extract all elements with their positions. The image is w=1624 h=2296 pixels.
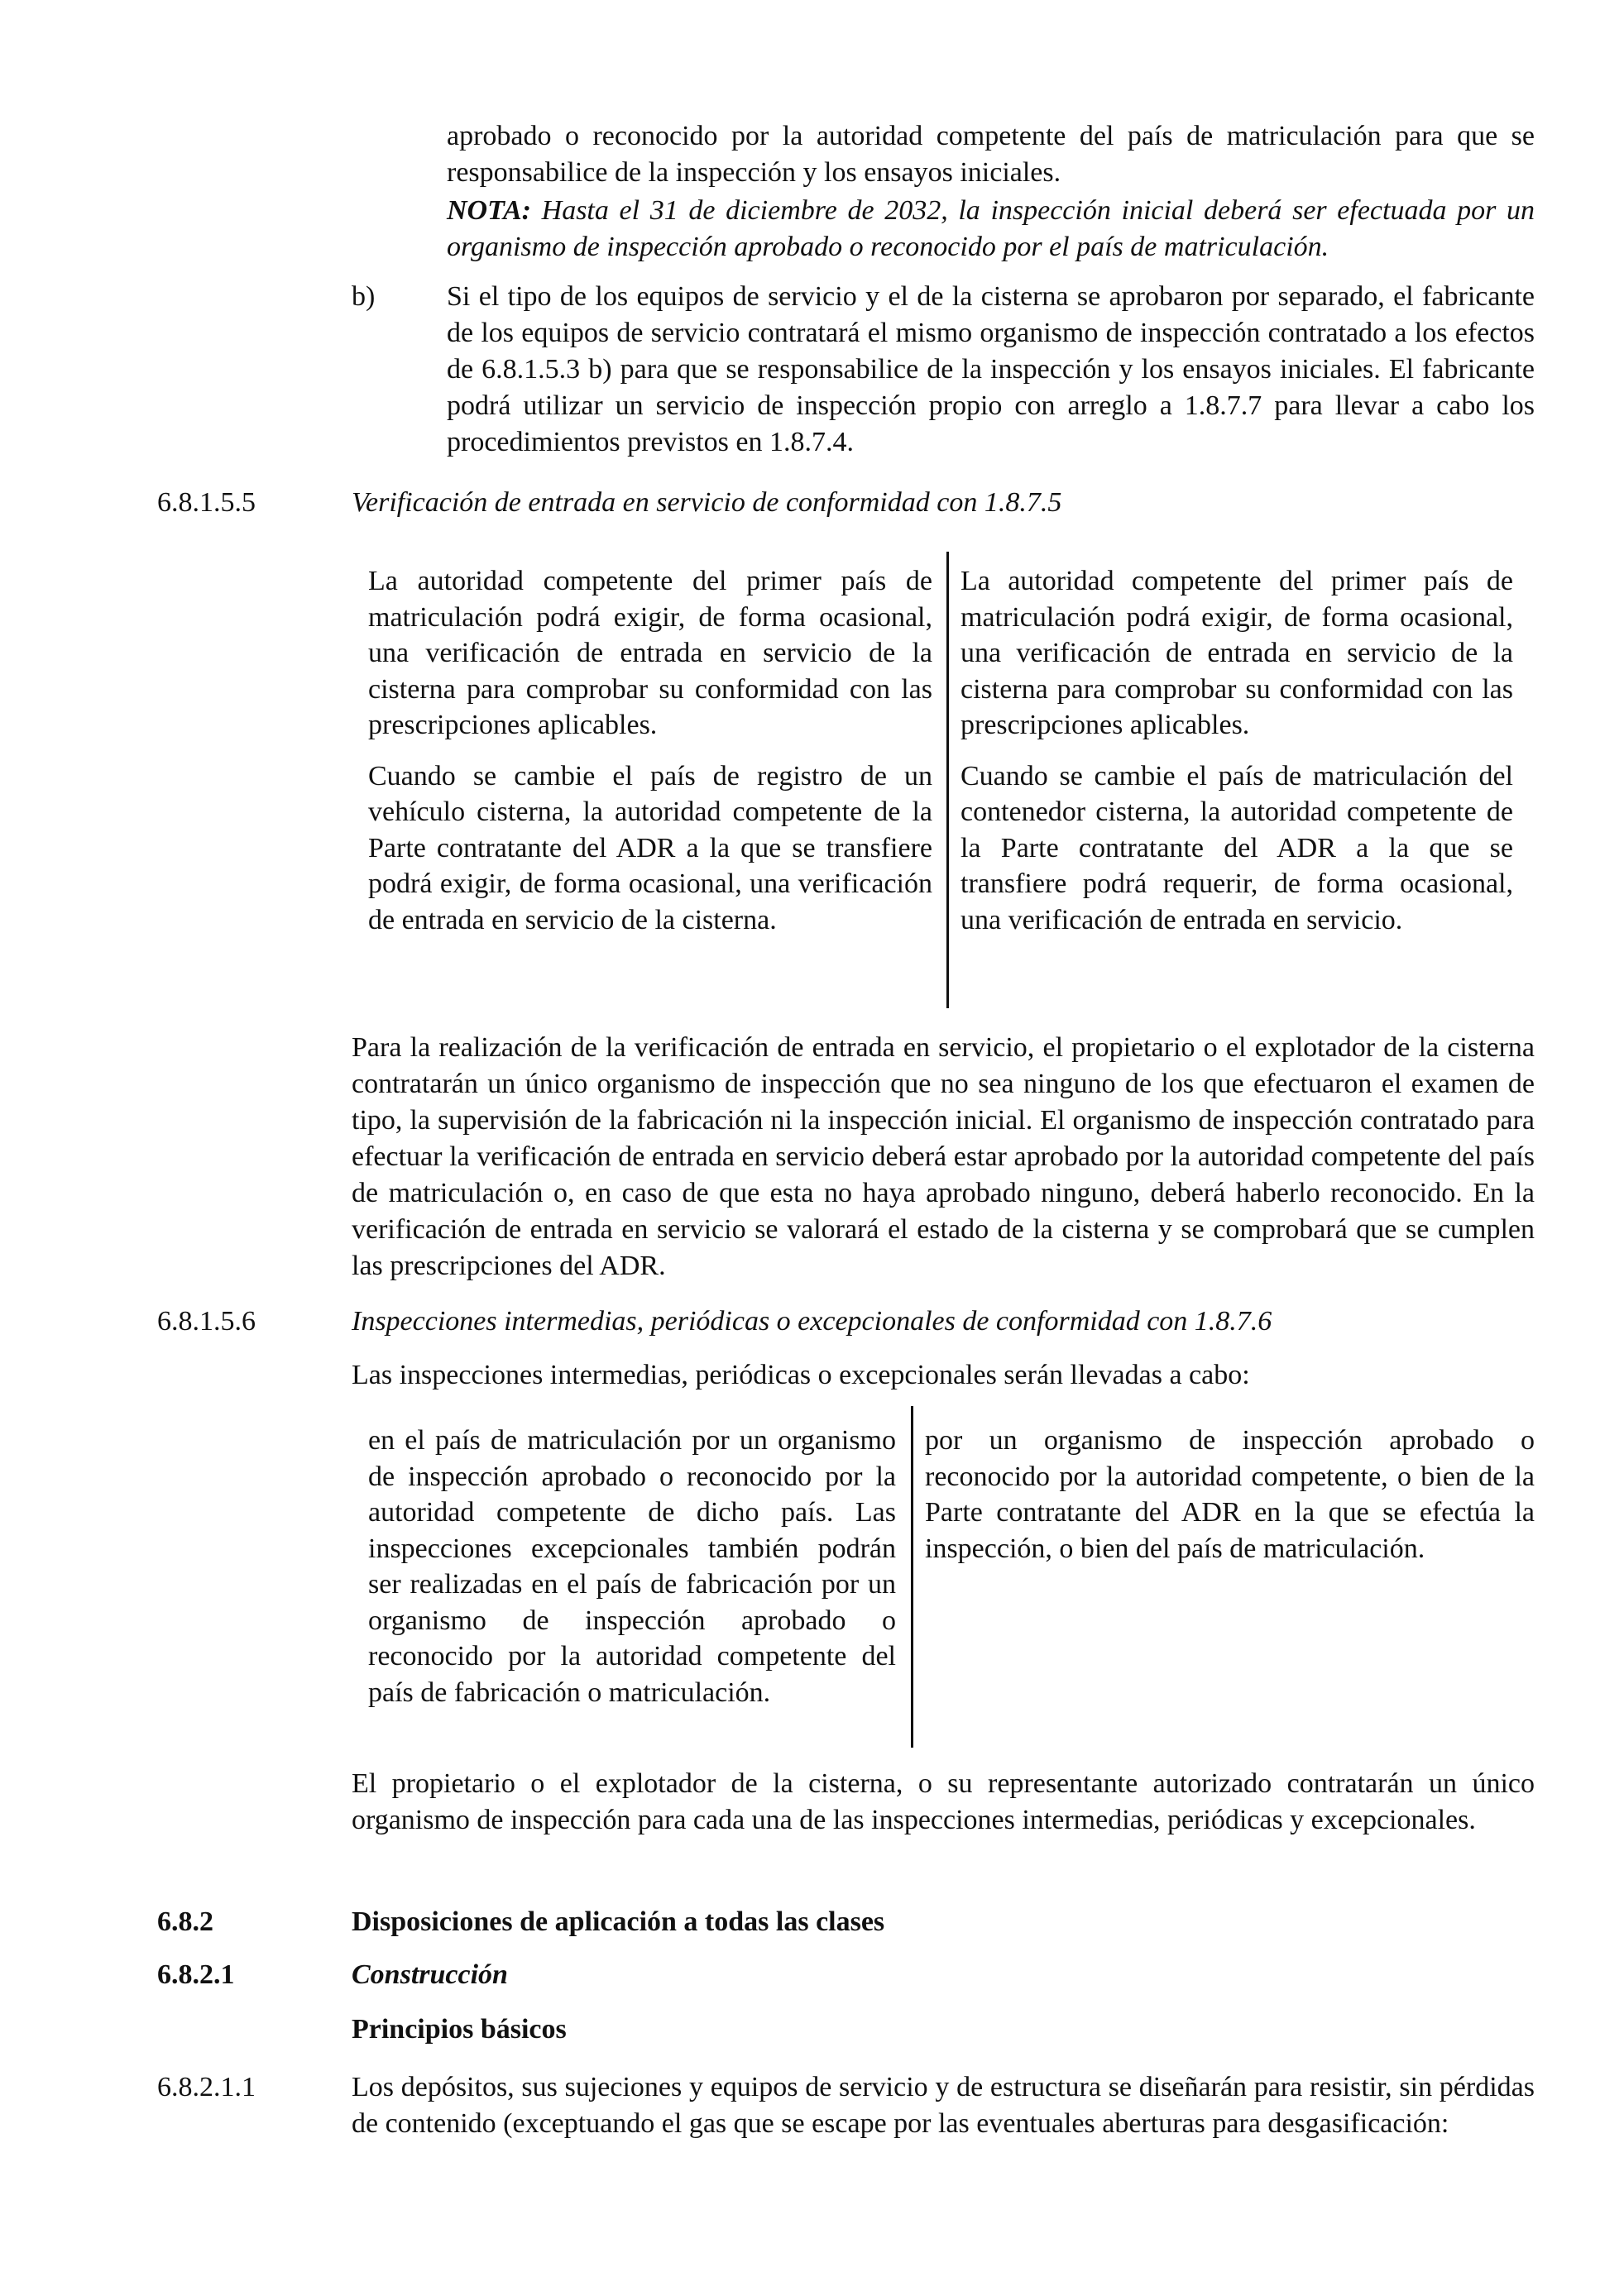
note-paragraph <box>447 193 1535 265</box>
item-b-text: Si el tipo de los equipos de servicio y el de la cisterna se aprobaron por separado, el fabricante de los equipos de servicio contratará el mismo organismo de inspección contratado a los efectos de 6.8.1.5.3 b) para que se responsabilice de la inspección y los ensayos iniciales. El fabricante podrá utilizar un servicio de inspección propio con arreglo a 1.8.7.7 para llevar a cabo los procedimientos previstos en 1.8.7.4. <box>447 281 1535 457</box>
left-column-6.8.1.5.5 <box>368 563 932 938</box>
intro-6.8.1.5.6: Las inspecciones intermedias, periódicas o excepcionales serán llevadas a cabo: <box>352 1360 1250 1390</box>
section-title-6.8.1.5.6: Inspecciones intermedias, periódicas o excepcionales de conformidad con 1.8.7.6 <box>352 1306 1272 1337</box>
column-divider <box>911 1406 913 1748</box>
right-column-6.8.1.5.6 <box>925 1423 1535 1567</box>
section-number-6.8.2.1.1: 6.8.2.1.1 <box>157 2072 256 2102</box>
paragraph-6.8.2.1.1: Los depósitos, sus sujeciones y equipos de servicio y de estructura se diseñarán para resistir, sin pérdidas de contenido (exceptuando el gas que se escape por las eventuales aberturas para desgasificación: <box>352 2072 1535 2139</box>
subheading-principios-basicos: Principios básicos <box>352 2014 567 2045</box>
left-column-6.8.1.5.6 <box>368 1423 896 1710</box>
section-title-6.8.1.5.5: Verificación de entrada en servicio de conformidad con 1.8.7.5 <box>352 487 1062 518</box>
column-divider <box>946 552 949 1008</box>
note-label: NOTA: <box>447 195 531 226</box>
right-col-paragraph: La autoridad competente del primer país de matriculación podrá exigir, de forma ocasional, una verificación de entrada en servicio de la cisterna para comprobar su conformidad con las prescripciones aplicables. <box>961 566 1513 740</box>
right-col-paragraph: por un organismo de inspección aprobado o reconocido por la autoridad competente, o bien de la Parte contratante del ADR en la que se efectúa la inspección, o bien del país de matriculación. <box>925 1425 1535 1564</box>
item-b-label: b) <box>352 281 376 312</box>
left-col-paragraph: en el país de matriculación por un organismo de inspección aprobado o reconocido por la autoridad competente de dicho país. Las inspecciones excepcionales también podrán ser realizadas en el país de fabricación por un organismo de inspección aprobado o reconocido por la autoridad competente del país de fabricación o matriculación. <box>368 1425 896 1708</box>
section-number-6.8.2: 6.8.2 <box>157 1906 213 1937</box>
section-number-6.8.1.5.5: 6.8.1.5.5 <box>157 487 256 518</box>
section-number-6.8.2.1: 6.8.2.1 <box>157 1959 235 1990</box>
section-title-6.8.2.1: Construcción <box>352 1959 508 1990</box>
paragraph-6.8.1.5.6: El propietario o el explotador de la cisterna, o su representante autorizado contratarán un único organismo de inspección para cada una de las inspecciones intermedias, periódicas y excepcionales. <box>352 1768 1535 1835</box>
section-number-6.8.1.5.6: 6.8.1.5.6 <box>157 1306 256 1337</box>
right-col-paragraph: Cuando se cambie el país de matriculación del contenedor cisterna, la autoridad competente de la Parte contratante del ADR a la que se transfiere podrá requerir, de forma ocasional, una verificación de entrada en servicio. <box>961 760 1513 935</box>
note-text: Hasta el 31 de diciembre de 2032, la inspección inicial deberá ser efectuada por un organismo de inspección aprobado o reconocido por el país de matriculación. <box>447 195 1535 262</box>
left-col-paragraph: La autoridad competente del primer país de matriculación podrá exigir, de forma ocasional, una verificación de entrada en servicio de la cisterna para comprobar su conformidad con las prescripciones aplicables. <box>368 566 932 740</box>
paragraph-6.8.1.5.5: Para la realización de la verificación de entrada en servicio, el propietario o el explotador de la cisterna contratarán un único organismo de inspección que no sea ninguno de los que efectuaron el examen de tipo, la supervisión de la fabricación ni la inspección inicial. El organismo de inspección contratado para efectuar la verificación de entrada en servicio deberá estar aprobado por la autoridad competente del país de matriculación o, en caso de que esta no haya aprobado ninguno, deberá haberlo reconocido. En la verificación de entrada en servicio se valorará el estado de la cisterna y se comprobará que se cumplen las prescripciones del ADR. <box>352 1032 1535 1281</box>
continuation-paragraph: aprobado o reconocido por la autoridad competente del país de matriculación para que se responsabilice de la inspección y los ensayos iniciales. <box>447 121 1535 188</box>
section-title-6.8.2: Disposiciones de aplicación a todas las clases <box>352 1906 885 1937</box>
right-column-6.8.1.5.5 <box>961 563 1513 938</box>
left-col-paragraph: Cuando se cambie el país de registro de un vehículo cisterna, la autoridad competente de la Parte contratante del ADR a la que se transfiere podrá exigir, de forma ocasional, una verificación de entrada en servicio de la cisterna. <box>368 760 932 935</box>
